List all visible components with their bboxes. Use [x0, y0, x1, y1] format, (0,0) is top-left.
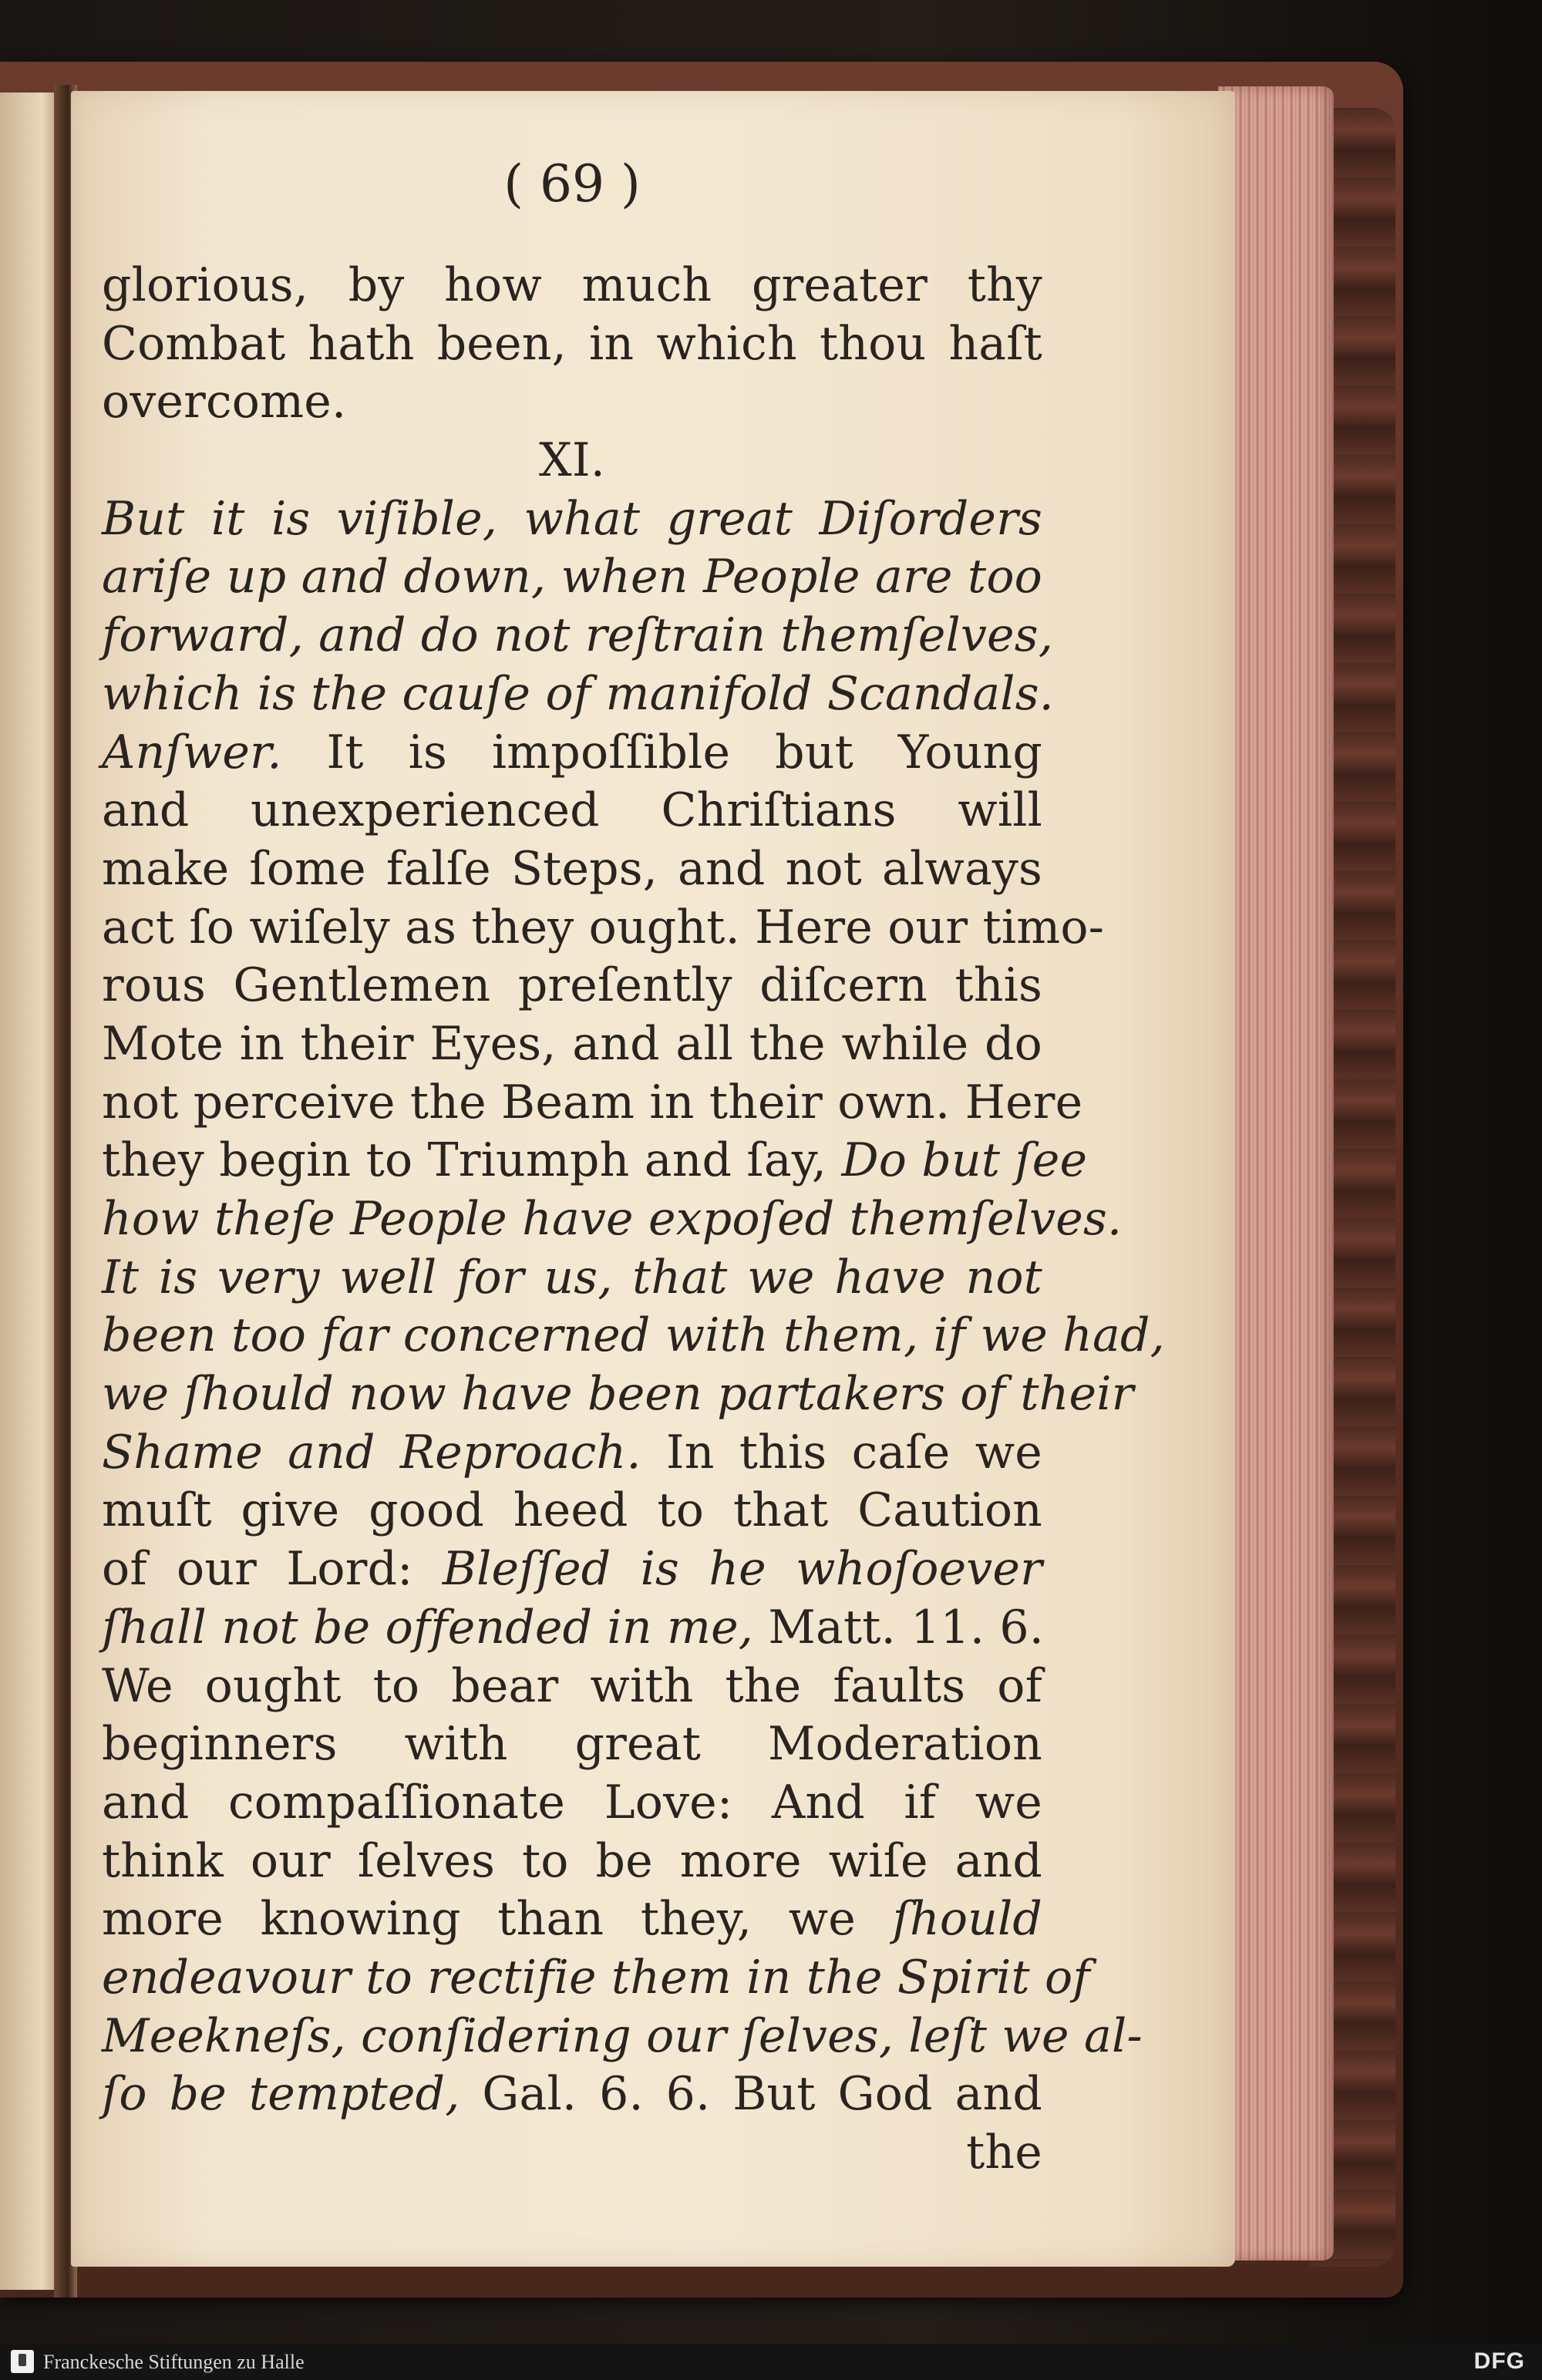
text-line-2: Combat hath been, in which thou haſt — [102, 316, 1042, 371]
text-line-3: overcome. — [102, 375, 347, 429]
facing-page-edge — [0, 93, 60, 2290]
text-line-24-italic: ſhall not be offended in me, — [102, 1600, 754, 1655]
text-line-29 — [102, 1890, 1042, 1949]
text-line-12: act ſo wiſely as they ought. Here our timo- — [102, 900, 1105, 954]
text-line-16 — [102, 1132, 1088, 1190]
text-line-11: make ſome falſe Steps, and not always — [102, 841, 1042, 896]
text-line-9-roman: It is impoſſible but Young — [281, 725, 1042, 779]
section-heading: XI. — [538, 433, 606, 488]
text-line-16-roman: they begin to Triumph and ſay, — [102, 1133, 842, 1188]
catchword: the — [966, 2126, 1042, 2180]
text-line-6: ariſe up and down, when People are too — [102, 550, 1042, 604]
text-line-28: think our ſelves to be more wiſe and — [102, 1833, 1042, 1888]
text-line-15: not perceive the Beam in their own. Here — [102, 1075, 1083, 1129]
dfg-logo: DFG — [1473, 2348, 1525, 2374]
text-line-25: We ought to bear with the faults of — [102, 1658, 1042, 1713]
text-line-23-italic: Bleſſed is he whoſoever — [442, 1542, 1042, 1597]
text-line-17: how theſe People have expoſed themſelves. — [102, 1192, 1123, 1246]
text-line-26: beginners with great Moderation — [102, 1717, 1042, 1772]
text-line-24-roman: Matt. 11. 6. — [753, 1600, 1045, 1655]
text-line-23-roman: of our Lord: — [102, 1542, 443, 1597]
text-line-32 — [102, 2065, 1042, 2124]
text-line-9 — [102, 724, 1042, 783]
text-line-14: Mote in their Eyes, and all the while do — [102, 1016, 1042, 1071]
text-line-5: But it is viſible, what great Diſorders — [102, 491, 1042, 546]
text-line-29-italic: ſhould — [892, 1892, 1042, 1947]
page-number: ( 69 ) — [503, 154, 641, 214]
text-line-21 — [102, 1424, 1042, 1483]
institution-logo-icon — [11, 2350, 34, 2373]
page-fore-edge — [1218, 86, 1334, 2260]
text-line-8: which is the cauſe of manifold Scandals. — [102, 666, 1054, 721]
text-line-24 — [102, 1599, 1045, 1658]
text-line-20: we ſhould now have been partakers of their — [102, 1367, 1134, 1422]
text-line-30: endeavour to rectifie them in the Spirit of — [102, 1950, 1090, 2005]
text-line-18: It is very well for us, that we have not — [102, 1250, 1042, 1304]
text-line-31: Meekneſs, conſidering our ſelves, leſt we al- — [102, 2008, 1143, 2063]
text-line-22: muſt give good heed to that Caution — [102, 1483, 1042, 1538]
institution-name: Franckesche Stiftungen zu Halle — [43, 2351, 305, 2373]
text-line-23 — [102, 1540, 1042, 1599]
viewer-footer — [0, 2344, 1542, 2380]
text-line-21-roman: In this caſe we — [641, 1425, 1042, 1480]
page-body — [102, 257, 1165, 2183]
text-line-21-italic: Shame and Reproach. — [102, 1425, 641, 1480]
text-line-10: and unexperienced Chriſtians will — [102, 783, 1042, 838]
text-line-32-italic: ſo be tempted, — [102, 2067, 460, 2122]
text-line-16-italic: Do but ſee — [841, 1133, 1088, 1188]
text-line-7: forward, and do not reſtrain themſelves, — [102, 608, 1054, 663]
text-line-32-roman: Gal. 6. 6. But God and — [460, 2067, 1043, 2122]
text-line-19: been too far concerned with them, if we had, — [102, 1308, 1165, 1363]
text-line-29-roman: more knowing than they, we — [102, 1892, 893, 1947]
text-line-9-italic: Anſwer. — [102, 725, 282, 779]
text-line-13: rous Gentlemen preſently diſcern this — [102, 958, 1042, 1013]
text-line-27: and compaſſionate Love: And if we — [102, 1775, 1042, 1830]
text-line-1: glorious, by how much greater thy — [102, 258, 1042, 312]
